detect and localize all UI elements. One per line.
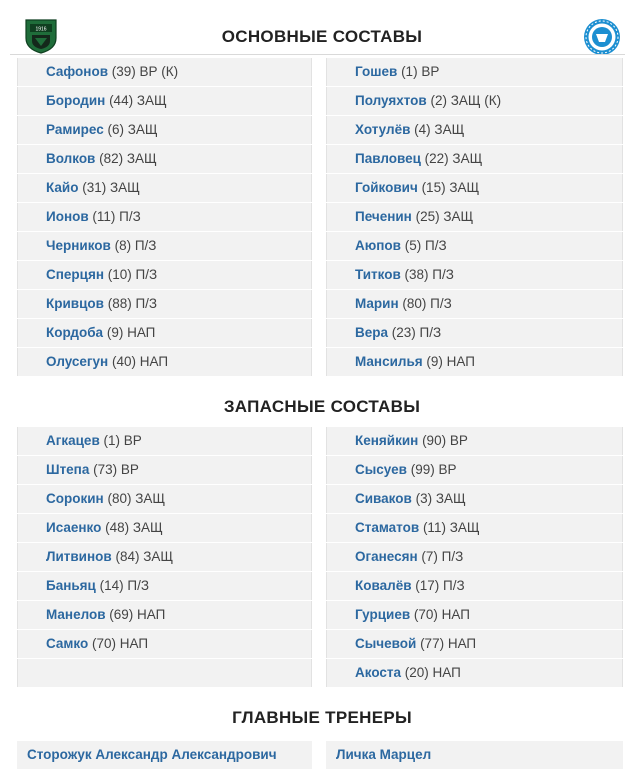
home-subs-player-link[interactable]: Манелов bbox=[46, 607, 106, 622]
home-lineup-player-link[interactable]: Сафонов bbox=[46, 64, 109, 79]
home-lineup-player-link[interactable]: Ионов bbox=[46, 209, 89, 224]
away-lineup-row bbox=[326, 58, 623, 86]
away-subs-player-number-position: (3) ЗАЩ bbox=[415, 491, 466, 506]
home-lineup-row bbox=[17, 203, 312, 231]
away-lineup-player-number-position: (2) ЗАЩ (К) bbox=[430, 93, 502, 108]
away-lineup-player-link[interactable]: Вера bbox=[355, 325, 389, 340]
home-subs-player-number-position: (14) П/З bbox=[99, 578, 149, 593]
away-subs-row bbox=[326, 630, 623, 658]
home-lineup-player-number-position: (6) ЗАЩ bbox=[107, 122, 158, 137]
away-lineup-row bbox=[326, 145, 623, 173]
home-subs-row bbox=[17, 601, 312, 629]
away-lineup-player-number-position: (5) П/З bbox=[404, 238, 447, 253]
home-lineup-row bbox=[17, 116, 312, 144]
home-lineup-row bbox=[17, 174, 312, 202]
away-subs-player-link[interactable]: Кеняйкин bbox=[355, 433, 419, 448]
home-subs-row bbox=[17, 456, 312, 484]
home-lineup-list bbox=[17, 58, 312, 377]
away-lineup-player-number-position: (15) ЗАЩ bbox=[421, 180, 480, 195]
away-subs-player-link[interactable]: Сычевой bbox=[355, 636, 417, 651]
away-lineup-row bbox=[326, 174, 623, 202]
away-subs-player-link[interactable]: Оганесян bbox=[355, 549, 418, 564]
home-lineup-player-link[interactable]: Олусегун bbox=[46, 354, 109, 369]
away-lineup-player-number-position: (4) ЗАЩ bbox=[414, 122, 465, 137]
away-lineup-player-number-position: (80) П/З bbox=[402, 296, 452, 311]
home-lineup-player-link[interactable]: Рамирес bbox=[46, 122, 104, 137]
home-lineup-player-link[interactable]: Кривцов bbox=[46, 296, 104, 311]
away-lineup-player-link[interactable]: Мансилья bbox=[355, 354, 423, 369]
home-subs-player-link[interactable]: Сорокин bbox=[46, 491, 104, 506]
home-lineup-player-number-position: (44) ЗАЩ bbox=[109, 93, 167, 108]
away-subs-player-link[interactable]: Акоста bbox=[355, 665, 402, 680]
home-subs-player-number-position: (69) НАП bbox=[109, 607, 166, 622]
home-lineup-row bbox=[17, 232, 312, 260]
home-lineup-player-number-position: (39) ВР (К) bbox=[111, 64, 179, 79]
home-lineup-player-number-position: (10) П/З bbox=[107, 267, 158, 282]
head-coaches-title: ГЛАВНЫЕ ТРЕНЕРЫ bbox=[232, 708, 412, 727]
away-subs-player-number-position: (7) П/З bbox=[421, 549, 464, 564]
away-lineup-row bbox=[326, 261, 623, 289]
home-lineup-player-link[interactable]: Кайо bbox=[46, 180, 79, 195]
away-subs-player-number-position: (77) НАП bbox=[420, 636, 477, 651]
away-subs-list bbox=[326, 427, 623, 688]
away-subs-player-number-position: (17) П/З bbox=[415, 578, 465, 593]
away-subs-player-link[interactable]: Стаматов bbox=[355, 520, 420, 535]
away-lineup-player-link[interactable]: Титков bbox=[355, 267, 401, 282]
home-subs-list bbox=[17, 427, 312, 688]
away-lineup-player-link[interactable]: Гошев bbox=[355, 64, 398, 79]
away-lineup-player-link[interactable]: Гойкович bbox=[355, 180, 418, 195]
home-subs-player-number-position: (80) ЗАЩ bbox=[107, 491, 166, 506]
home-subs-player-link[interactable]: Штепа bbox=[46, 462, 90, 477]
home-lineup-player-number-position: (82) ЗАЩ bbox=[99, 151, 157, 166]
away-lineup-player-link[interactable]: Аюпов bbox=[355, 238, 401, 253]
away-subs-player-number-position: (70) НАП bbox=[413, 607, 470, 622]
away-lineup-row bbox=[326, 232, 623, 260]
away-lineup-row bbox=[326, 319, 623, 347]
home-lineup-player-number-position: (8) П/З bbox=[114, 238, 157, 253]
home-subs-player-link[interactable]: Литвинов bbox=[46, 549, 112, 564]
home-lineup-row bbox=[17, 290, 312, 318]
away-subs-player-link[interactable]: Ковалёв bbox=[355, 578, 412, 593]
home-subs-player-number-position: (84) ЗАЩ bbox=[115, 549, 174, 564]
home-subs-player-link[interactable]: Баньяц bbox=[46, 578, 96, 593]
home-subs-player-number-position: (73) ВР bbox=[93, 462, 139, 477]
home-lineup-player-link[interactable]: Кордоба bbox=[46, 325, 104, 340]
home-lineup-player-link[interactable]: Черников bbox=[46, 238, 111, 253]
home-lineup-row bbox=[17, 87, 312, 115]
home-subs-row bbox=[17, 572, 312, 600]
away-subs-player-number-position: (11) ЗАЩ bbox=[422, 520, 480, 535]
away-subs-row bbox=[326, 601, 623, 629]
away-lineup-player-number-position: (23) П/З bbox=[391, 325, 442, 340]
home-lineup-row bbox=[17, 145, 312, 173]
away-lineup-row bbox=[326, 116, 623, 144]
away-lineup-row bbox=[326, 290, 623, 318]
home-lineup-player-link[interactable]: Бородин bbox=[46, 93, 106, 108]
home-lineup-player-number-position: (88) П/З bbox=[107, 296, 158, 311]
home-lineup-player-link[interactable]: Волков bbox=[46, 151, 96, 166]
home-subs-player-number-position: (1) ВР bbox=[103, 433, 142, 448]
away-subs-player-number-position: (20) НАП bbox=[404, 665, 461, 680]
away-lineup-player-number-position: (38) П/З bbox=[404, 267, 454, 282]
away-lineup-player-link[interactable]: Хотулёв bbox=[355, 122, 411, 137]
home-subs-player-number-position: (48) ЗАЩ bbox=[105, 520, 163, 535]
svg-text:1916: 1916 bbox=[35, 26, 47, 33]
away-lineup-player-number-position: (1) ВР bbox=[401, 64, 440, 79]
home-lineup-row bbox=[17, 319, 312, 347]
away-lineup-row bbox=[326, 87, 623, 115]
away-subs-player-link[interactable]: Гурциев bbox=[355, 607, 411, 622]
away-subs-player-link[interactable]: Сиваков bbox=[355, 491, 412, 506]
home-coach-link[interactable]: Сторожук Александр Александрович bbox=[17, 741, 312, 769]
home-subs-player-link[interactable]: Агкацев bbox=[46, 433, 100, 448]
away-lineup-player-number-position: (22) ЗАЩ bbox=[424, 151, 483, 166]
away-subs-row bbox=[326, 543, 623, 571]
starting-lineups-title: ОСНОВНЫЕ СОСТАВЫ bbox=[221, 27, 423, 46]
away-subs-player-number-position: (90) ВР bbox=[422, 433, 468, 448]
home-lineup-player-number-position: (31) ЗАЩ bbox=[82, 180, 140, 195]
home-lineup-row bbox=[17, 261, 312, 289]
away-lineup-list bbox=[326, 58, 623, 377]
away-subs-row bbox=[326, 572, 623, 600]
home-subs-player-number-position: (70) НАП bbox=[92, 636, 149, 651]
home-subs-row bbox=[17, 630, 312, 658]
away-subs-row bbox=[326, 485, 623, 513]
away-subs-row bbox=[326, 456, 623, 484]
away-subs-player-link[interactable]: Сысуев bbox=[355, 462, 407, 477]
home-lineup-player-number-position: (11) П/З bbox=[92, 209, 141, 224]
away-lineup-player-link[interactable]: Марин bbox=[355, 296, 399, 311]
away-subs-row bbox=[326, 659, 623, 687]
substitutes-title: ЗАПАСНЫЕ СОСТАВЫ bbox=[223, 397, 421, 416]
home-subs-row bbox=[17, 659, 312, 687]
away-lineup-row bbox=[326, 348, 623, 376]
home-subs-row bbox=[17, 543, 312, 571]
home-subs-player-link[interactable]: Самко bbox=[46, 636, 89, 651]
home-subs-row bbox=[17, 427, 312, 455]
away-subs-row bbox=[326, 427, 623, 455]
away-lineup-player-number-position: (9) НАП bbox=[426, 354, 475, 369]
home-lineup-player-number-position: (9) НАП bbox=[106, 325, 156, 340]
away-lineup-player-link[interactable]: Павловец bbox=[355, 151, 421, 166]
away-subs-row bbox=[326, 514, 623, 542]
away-lineup-player-number-position: (25) ЗАЩ bbox=[415, 209, 474, 224]
home-lineup-row bbox=[17, 58, 312, 86]
divider bbox=[10, 54, 625, 55]
home-lineup-player-number-position: (40) НАП bbox=[111, 354, 169, 369]
home-subs-row bbox=[17, 514, 312, 542]
away-lineup-player-link[interactable]: Печенин bbox=[355, 209, 412, 224]
away-coach-link[interactable]: Личка Марцел bbox=[326, 741, 623, 769]
home-lineup-player-link[interactable]: Сперцян bbox=[46, 267, 104, 282]
away-lineup-player-link[interactable]: Полуяхтов bbox=[355, 93, 427, 108]
home-lineup-row bbox=[17, 348, 312, 376]
home-subs-row bbox=[17, 485, 312, 513]
home-subs-player-link[interactable]: Исаенко bbox=[46, 520, 102, 535]
away-lineup-row bbox=[326, 203, 623, 231]
away-subs-player-number-position: (99) ВР bbox=[410, 462, 457, 477]
